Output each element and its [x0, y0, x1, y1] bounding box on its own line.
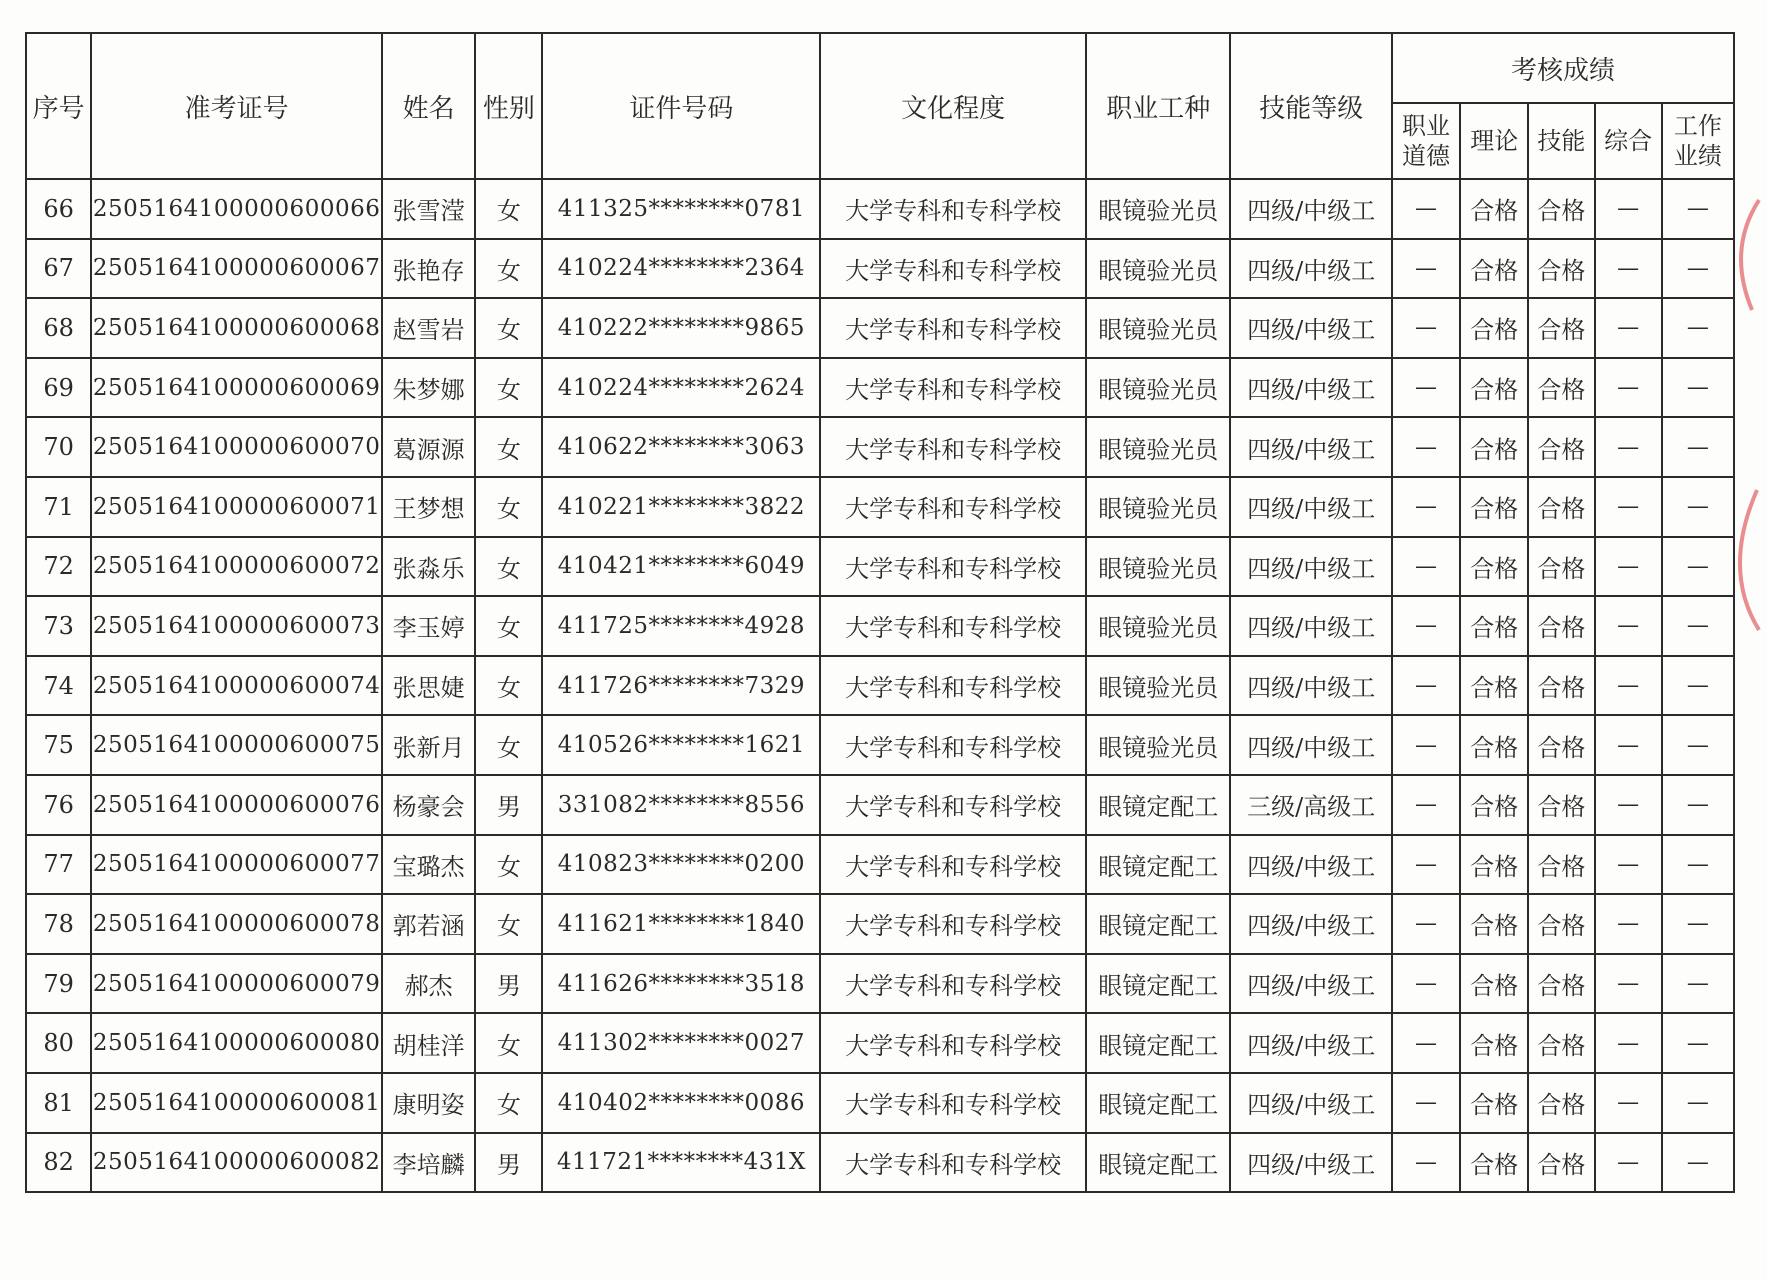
cell-education: 大学专科和专科学校	[820, 835, 1086, 895]
cell-education: 大学专科和专科学校	[820, 894, 1086, 954]
cell-skill-level: 四级/中级工	[1230, 715, 1391, 775]
cell-ticket: 2505164100000600068	[91, 298, 382, 358]
cell-name: 张淼乐	[382, 537, 475, 597]
cell-ticket: 2505164100000600072	[91, 537, 382, 597]
cell-work: —	[1662, 775, 1734, 835]
cell-seq: 68	[26, 298, 91, 358]
cell-skill-level: 四级/中级工	[1230, 477, 1391, 537]
table-row	[26, 835, 1734, 895]
cell-skill-level: 四级/中级工	[1230, 954, 1391, 1014]
cell-overall: —	[1595, 1133, 1662, 1193]
cell-ticket: 2505164100000600066	[91, 179, 382, 239]
header-work: 工作业绩	[1662, 103, 1734, 179]
cell-skill: 合格	[1528, 537, 1594, 597]
cell-id: 410421********6049	[542, 537, 820, 597]
cell-theory: 合格	[1460, 596, 1528, 656]
cell-overall: —	[1595, 656, 1662, 716]
cell-theory: 合格	[1460, 477, 1528, 537]
cell-ethics: —	[1392, 239, 1460, 299]
cell-overall: —	[1595, 1073, 1662, 1133]
cell-theory: 合格	[1460, 835, 1528, 895]
cell-work: —	[1662, 715, 1734, 775]
cell-overall: —	[1595, 835, 1662, 895]
cell-work: —	[1662, 954, 1734, 1014]
cell-gender: 女	[475, 239, 542, 299]
cell-work: —	[1662, 894, 1734, 954]
cell-name: 杨豪会	[382, 775, 475, 835]
table-header	[26, 33, 1734, 179]
cell-id: 411721********431X	[542, 1133, 820, 1193]
cell-work: —	[1662, 537, 1734, 597]
cell-id: 410402********0086	[542, 1073, 820, 1133]
cell-name: 宝璐杰	[382, 835, 475, 895]
cell-skill: 合格	[1528, 596, 1594, 656]
cell-skill: 合格	[1528, 835, 1594, 895]
cell-seq: 80	[26, 1013, 91, 1073]
cell-seq: 81	[26, 1073, 91, 1133]
cell-name: 李玉婷	[382, 596, 475, 656]
cell-skill-level: 四级/中级工	[1230, 894, 1391, 954]
cell-occupation: 眼镜定配工	[1086, 1133, 1230, 1193]
table-row	[26, 358, 1734, 418]
cell-name: 张思婕	[382, 656, 475, 716]
cell-education: 大学专科和专科学校	[820, 715, 1086, 775]
header-theory: 理论	[1460, 103, 1528, 179]
cell-skill: 合格	[1528, 1013, 1594, 1073]
cell-occupation: 眼镜验光员	[1086, 715, 1230, 775]
cell-occupation: 眼镜定配工	[1086, 1073, 1230, 1133]
cell-education: 大学专科和专科学校	[820, 358, 1086, 418]
cell-education: 大学专科和专科学校	[820, 656, 1086, 716]
cell-skill-level: 四级/中级工	[1230, 537, 1391, 597]
cell-ethics: —	[1392, 477, 1460, 537]
cell-occupation: 眼镜定配工	[1086, 954, 1230, 1014]
cell-ticket: 2505164100000600077	[91, 835, 382, 895]
cell-seq: 82	[26, 1133, 91, 1193]
cell-overall: —	[1595, 596, 1662, 656]
cell-theory: 合格	[1460, 775, 1528, 835]
cell-gender: 女	[475, 417, 542, 477]
table-row	[26, 417, 1734, 477]
cell-occupation: 眼镜定配工	[1086, 894, 1230, 954]
cell-ethics: —	[1392, 1073, 1460, 1133]
table-row	[26, 656, 1734, 716]
cell-gender: 男	[475, 1133, 542, 1193]
cell-ethics: —	[1392, 715, 1460, 775]
table-row	[26, 1133, 1734, 1193]
cell-skill-level: 四级/中级工	[1230, 1133, 1391, 1193]
cell-skill-level: 四级/中级工	[1230, 417, 1391, 477]
cell-ethics: —	[1392, 537, 1460, 597]
cell-seq: 77	[26, 835, 91, 895]
header-skill: 技能	[1528, 103, 1594, 179]
cell-theory: 合格	[1460, 358, 1528, 418]
cell-education: 大学专科和专科学校	[820, 477, 1086, 537]
cell-gender: 女	[475, 477, 542, 537]
table-row	[26, 179, 1734, 239]
cell-education: 大学专科和专科学校	[820, 239, 1086, 299]
cell-seq: 79	[26, 954, 91, 1014]
cell-id: 411325********0781	[542, 179, 820, 239]
cell-overall: —	[1595, 477, 1662, 537]
cell-gender: 女	[475, 715, 542, 775]
cell-theory: 合格	[1460, 179, 1528, 239]
cell-overall: —	[1595, 417, 1662, 477]
cell-seq: 76	[26, 775, 91, 835]
cell-seq: 69	[26, 358, 91, 418]
cell-overall: —	[1595, 239, 1662, 299]
cell-skill-level: 三级/高级工	[1230, 775, 1391, 835]
cell-ticket: 2505164100000600082	[91, 1133, 382, 1193]
cell-education: 大学专科和专科学校	[820, 596, 1086, 656]
cell-theory: 合格	[1460, 715, 1528, 775]
cell-theory: 合格	[1460, 417, 1528, 477]
cell-skill: 合格	[1528, 894, 1594, 954]
cell-ticket: 2505164100000600081	[91, 1073, 382, 1133]
cell-ticket: 2505164100000600076	[91, 775, 382, 835]
cell-ticket: 2505164100000600070	[91, 417, 382, 477]
cell-ticket: 2505164100000600067	[91, 239, 382, 299]
cell-ethics: —	[1392, 656, 1460, 716]
cell-skill: 合格	[1528, 775, 1594, 835]
cell-ethics: —	[1392, 1013, 1460, 1073]
cell-work: —	[1662, 1013, 1734, 1073]
cell-name: 李培麟	[382, 1133, 475, 1193]
cell-theory: 合格	[1460, 1073, 1528, 1133]
cell-education: 大学专科和专科学校	[820, 298, 1086, 358]
cell-occupation: 眼镜验光员	[1086, 477, 1230, 537]
cell-work: —	[1662, 656, 1734, 716]
cell-gender: 女	[475, 596, 542, 656]
cell-theory: 合格	[1460, 1013, 1528, 1073]
cell-skill-level: 四级/中级工	[1230, 358, 1391, 418]
header-id: 证件号码	[542, 33, 820, 179]
cell-seq: 67	[26, 239, 91, 299]
cell-ethics: —	[1392, 775, 1460, 835]
cell-work: —	[1662, 1073, 1734, 1133]
cell-name: 郝杰	[382, 954, 475, 1014]
cell-gender: 女	[475, 179, 542, 239]
cell-overall: —	[1595, 179, 1662, 239]
cell-overall: —	[1595, 537, 1662, 597]
cell-skill-level: 四级/中级工	[1230, 1013, 1391, 1073]
cell-overall: —	[1595, 894, 1662, 954]
cell-ticket: 2505164100000600069	[91, 358, 382, 418]
table-row	[26, 1013, 1734, 1073]
cell-education: 大学专科和专科学校	[820, 417, 1086, 477]
cell-ticket: 2505164100000600080	[91, 1013, 382, 1073]
table-row	[26, 715, 1734, 775]
cell-occupation: 眼镜定配工	[1086, 775, 1230, 835]
table-row	[26, 537, 1734, 597]
table-row	[26, 1073, 1734, 1133]
cell-id: 331082********8556	[542, 775, 820, 835]
cell-overall: —	[1595, 715, 1662, 775]
cell-skill-level: 四级/中级工	[1230, 596, 1391, 656]
cell-theory: 合格	[1460, 298, 1528, 358]
cell-work: —	[1662, 1133, 1734, 1193]
cell-seq: 71	[26, 477, 91, 537]
cell-seq: 73	[26, 596, 91, 656]
table-row	[26, 775, 1734, 835]
cell-work: —	[1662, 239, 1734, 299]
cell-ticket: 2505164100000600074	[91, 656, 382, 716]
cell-theory: 合格	[1460, 894, 1528, 954]
cell-gender: 女	[475, 1073, 542, 1133]
cell-gender: 女	[475, 894, 542, 954]
cell-occupation: 眼镜验光员	[1086, 417, 1230, 477]
cell-id: 410622********3063	[542, 417, 820, 477]
cell-skill-level: 四级/中级工	[1230, 179, 1391, 239]
cell-id: 411621********1840	[542, 894, 820, 954]
cell-skill-level: 四级/中级工	[1230, 1073, 1391, 1133]
cell-skill: 合格	[1528, 239, 1594, 299]
header-ethics: 职业道德	[1392, 103, 1460, 179]
cell-gender: 男	[475, 775, 542, 835]
cell-ticket: 2505164100000600075	[91, 715, 382, 775]
cell-overall: —	[1595, 954, 1662, 1014]
cell-skill: 合格	[1528, 358, 1594, 418]
cell-work: —	[1662, 417, 1734, 477]
cell-education: 大学专科和专科学校	[820, 1073, 1086, 1133]
cell-occupation: 眼镜验光员	[1086, 537, 1230, 597]
cell-overall: —	[1595, 298, 1662, 358]
header-overall: 综合	[1595, 103, 1662, 179]
cell-id: 411302********0027	[542, 1013, 820, 1073]
header-name: 姓名	[382, 33, 475, 179]
header-education: 文化程度	[820, 33, 1086, 179]
cell-skill: 合格	[1528, 298, 1594, 358]
cell-id: 410222********9865	[542, 298, 820, 358]
cell-skill-level: 四级/中级工	[1230, 835, 1391, 895]
cell-name: 胡桂洋	[382, 1013, 475, 1073]
cell-ethics: —	[1392, 894, 1460, 954]
cell-id: 410224********2364	[542, 239, 820, 299]
table-body	[26, 179, 1734, 1192]
cell-work: —	[1662, 179, 1734, 239]
cell-occupation: 眼镜验光员	[1086, 298, 1230, 358]
cell-education: 大学专科和专科学校	[820, 537, 1086, 597]
stamp-arc-bottom	[1740, 490, 1759, 630]
cell-id: 410224********2624	[542, 358, 820, 418]
cell-name: 郭若涵	[382, 894, 475, 954]
cell-work: —	[1662, 477, 1734, 537]
cell-education: 大学专科和专科学校	[820, 1013, 1086, 1073]
cell-occupation: 眼镜定配工	[1086, 835, 1230, 895]
cell-skill-level: 四级/中级工	[1230, 656, 1391, 716]
table-row	[26, 954, 1734, 1014]
cell-occupation: 眼镜验光员	[1086, 596, 1230, 656]
cell-education: 大学专科和专科学校	[820, 1133, 1086, 1193]
cell-id: 411626********3518	[542, 954, 820, 1014]
results-table	[25, 32, 1735, 1193]
cell-name: 王梦想	[382, 477, 475, 537]
cell-occupation: 眼镜定配工	[1086, 1013, 1230, 1073]
cell-education: 大学专科和专科学校	[820, 775, 1086, 835]
cell-education: 大学专科和专科学校	[820, 954, 1086, 1014]
cell-occupation: 眼镜验光员	[1086, 358, 1230, 418]
cell-id: 411725********4928	[542, 596, 820, 656]
cell-gender: 女	[475, 1013, 542, 1073]
header-skill-level: 技能等级	[1230, 33, 1391, 179]
cell-name: 张雪滢	[382, 179, 475, 239]
cell-overall: —	[1595, 775, 1662, 835]
header-ticket: 准考证号	[91, 33, 382, 179]
cell-gender: 女	[475, 656, 542, 716]
cell-ethics: —	[1392, 954, 1460, 1014]
cell-seq: 78	[26, 894, 91, 954]
cell-name: 葛源源	[382, 417, 475, 477]
cell-seq: 66	[26, 179, 91, 239]
cell-theory: 合格	[1460, 1133, 1528, 1193]
cell-ethics: —	[1392, 358, 1460, 418]
cell-ethics: —	[1392, 596, 1460, 656]
cell-theory: 合格	[1460, 239, 1528, 299]
cell-seq: 75	[26, 715, 91, 775]
cell-name: 朱梦娜	[382, 358, 475, 418]
cell-skill: 合格	[1528, 477, 1594, 537]
header-occupation: 职业工种	[1086, 33, 1230, 179]
cell-name: 张新月	[382, 715, 475, 775]
cell-work: —	[1662, 596, 1734, 656]
cell-ethics: —	[1392, 298, 1460, 358]
stamp-arc-top	[1741, 200, 1759, 310]
cell-theory: 合格	[1460, 537, 1528, 597]
cell-skill-level: 四级/中级工	[1230, 239, 1391, 299]
cell-gender: 女	[475, 358, 542, 418]
cell-seq: 72	[26, 537, 91, 597]
cell-gender: 男	[475, 954, 542, 1014]
cell-education: 大学专科和专科学校	[820, 179, 1086, 239]
header-scores: 考核成绩	[1392, 33, 1734, 103]
cell-id: 411726********7329	[542, 656, 820, 716]
cell-id: 410526********1621	[542, 715, 820, 775]
cell-ticket: 2505164100000600073	[91, 596, 382, 656]
cell-gender: 女	[475, 835, 542, 895]
header-seq: 序号	[26, 33, 91, 179]
cell-skill: 合格	[1528, 656, 1594, 716]
cell-seq: 74	[26, 656, 91, 716]
table-row	[26, 477, 1734, 537]
cell-gender: 女	[475, 298, 542, 358]
cell-work: —	[1662, 358, 1734, 418]
cell-overall: —	[1595, 358, 1662, 418]
cell-skill: 合格	[1528, 417, 1594, 477]
cell-name: 赵雪岩	[382, 298, 475, 358]
cell-theory: 合格	[1460, 954, 1528, 1014]
cell-skill: 合格	[1528, 1073, 1594, 1133]
cell-work: —	[1662, 835, 1734, 895]
cell-occupation: 眼镜验光员	[1086, 656, 1230, 716]
cell-skill-level: 四级/中级工	[1230, 298, 1391, 358]
cell-ticket: 2505164100000600071	[91, 477, 382, 537]
table-row	[26, 298, 1734, 358]
cell-id: 410221********3822	[542, 477, 820, 537]
table-row	[26, 239, 1734, 299]
cell-gender: 女	[475, 537, 542, 597]
cell-name: 张艳存	[382, 239, 475, 299]
cell-ticket: 2505164100000600079	[91, 954, 382, 1014]
cell-id: 410823********0200	[542, 835, 820, 895]
cell-skill: 合格	[1528, 954, 1594, 1014]
cell-overall: —	[1595, 1013, 1662, 1073]
cell-ethics: —	[1392, 835, 1460, 895]
cell-skill: 合格	[1528, 715, 1594, 775]
cell-work: —	[1662, 298, 1734, 358]
cell-seq: 70	[26, 417, 91, 477]
cell-name: 康明姿	[382, 1073, 475, 1133]
table-row	[26, 894, 1734, 954]
cell-ethics: —	[1392, 179, 1460, 239]
table-row	[26, 596, 1734, 656]
cell-occupation: 眼镜验光员	[1086, 179, 1230, 239]
cell-ticket: 2505164100000600078	[91, 894, 382, 954]
cell-theory: 合格	[1460, 656, 1528, 716]
cell-skill: 合格	[1528, 1133, 1594, 1193]
cell-occupation: 眼镜验光员	[1086, 239, 1230, 299]
header-gender: 性别	[475, 33, 542, 179]
cell-skill: 合格	[1528, 179, 1594, 239]
cell-ethics: —	[1392, 1133, 1460, 1193]
cell-ethics: —	[1392, 417, 1460, 477]
